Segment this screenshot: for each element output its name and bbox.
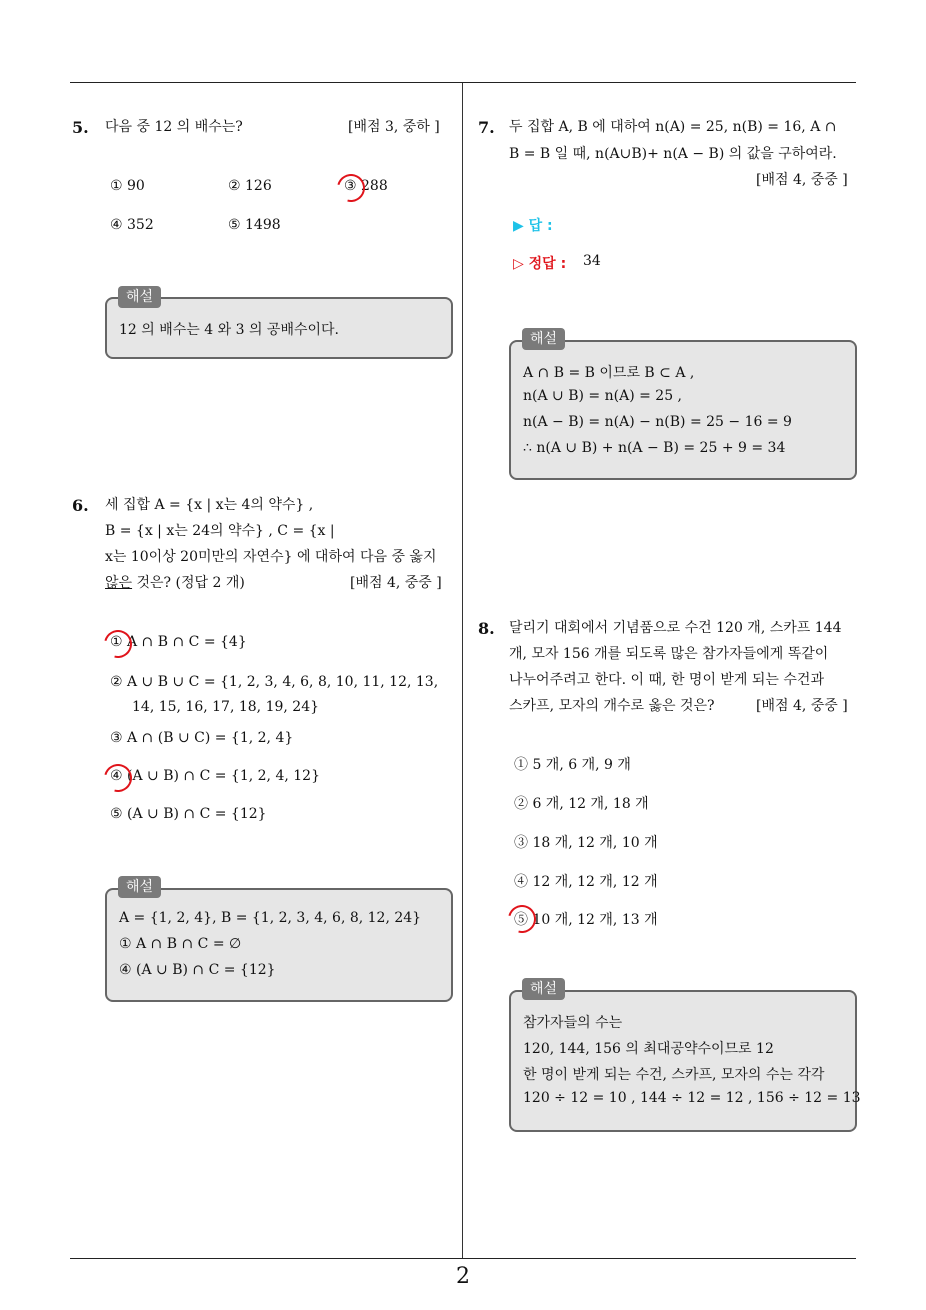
- question-number: 7.: [478, 118, 495, 137]
- score-label: [배점 3, 중하 ]: [348, 119, 440, 135]
- option-5[interactable]: ⑤ 1498: [228, 217, 281, 233]
- explanation-line: ∴ n(A ∪ B) + n(A − B) = 25 + 9 = 34: [523, 440, 786, 456]
- explanation-tag: 해설: [118, 876, 161, 898]
- column-divider: [462, 83, 463, 1258]
- option-2[interactable]: ② 126: [228, 178, 272, 194]
- explanation-tag: 해설: [118, 286, 161, 308]
- question-text-line: 두 집합 A, B 에 대하여 n(A) = 25, n(B) = 16, A ∩: [509, 119, 837, 135]
- option-3[interactable]: ③ 18 개, 12 개, 10 개: [514, 835, 658, 851]
- explanation-line: ④ (A ∪ B) ∩ C = {12}: [119, 962, 276, 978]
- underlined-word: 않은: [105, 575, 133, 591]
- answer-mark-circle: [503, 900, 541, 938]
- option-3[interactable]: ③ 288: [344, 178, 388, 194]
- option-1[interactable]: ① A ∩ B ∩ C = {4}: [110, 634, 247, 650]
- option-1[interactable]: ① 90: [110, 178, 145, 194]
- explanation-line: 한 명이 받게 되는 수건, 스카프, 모자의 수는 각각: [523, 1067, 825, 1083]
- option-5[interactable]: ⑤ 10 개, 12 개, 13 개: [514, 912, 658, 928]
- correct-answer-label: ▷ 정답 :: [513, 256, 567, 272]
- question-text-line: 않은 것은? (정답 2 개): [105, 575, 245, 591]
- question-text-line: 달리기 대회에서 기념품으로 수건 120 개, 스카프 144: [509, 620, 842, 636]
- question-number: 5.: [72, 118, 89, 137]
- option-3[interactable]: ③ A ∩ (B ∪ C) = {1, 2, 4}: [110, 730, 294, 746]
- score-label: [배점 4, 중중 ]: [756, 172, 848, 188]
- answer-mark-circle: [99, 759, 137, 797]
- correct-answer-value: 34: [583, 253, 601, 269]
- question-text-line: B = {x | x는 24의 약수} , C = {x |: [105, 523, 335, 539]
- option-5[interactable]: ⑤ (A ∪ B) ∩ C = {12}: [110, 806, 267, 822]
- explanation-line: ① A ∩ B ∩ C = ∅: [119, 936, 242, 952]
- question-text-line: x는 10이상 20미만의 자연수} 에 대하여 다음 중 옳지: [105, 549, 437, 565]
- question-text-line: 스카프, 모자의 개수로 옳은 것은?: [509, 698, 715, 714]
- question-text-line: 개, 모자 156 개를 되도록 많은 참가자들에게 똑같이: [509, 646, 829, 662]
- explanation-line: 12 의 배수는 4 와 3 의 공배수이다.: [119, 322, 339, 338]
- explanation-line: A = {1, 2, 4}, B = {1, 2, 3, 4, 6, 8, 12, 24}: [119, 910, 422, 926]
- question-text-line: 나누어주려고 한다. 이 때, 한 명이 받게 되는 수건과: [509, 672, 824, 688]
- explanation-box: [509, 990, 861, 1132]
- explanation-line: n(A ∪ B) = n(A) = 25 ,: [523, 388, 682, 404]
- question-text: 다음 중 12 의 배수는?: [105, 119, 243, 135]
- explanation-line: 120 ÷ 12 = 10 , 144 ÷ 12 = 12 , 156 ÷ 12 = 13: [523, 1090, 861, 1106]
- score-label: [배점 4, 중중 ]: [756, 698, 848, 714]
- option-2[interactable]: ② 6 개, 12 개, 18 개: [514, 796, 649, 812]
- top-rule: [70, 82, 856, 83]
- bottom-rule: [70, 1258, 856, 1259]
- option-2[interactable]: ② A ∪ B ∪ C = {1, 2, 3, 4, 6, 8, 10, 11, 12, 13,: [110, 674, 439, 690]
- option-4[interactable]: ④ 12 개, 12 개, 12 개: [514, 874, 658, 890]
- explanation-box: [509, 340, 857, 480]
- option-1[interactable]: ① 5 개, 6 개, 9 개: [514, 757, 631, 773]
- explanation-line: n(A − B) = n(A) − n(B) = 25 − 16 = 9: [523, 414, 792, 430]
- explanation-line: A ∩ B = B 이므로 B ⊂ A ,: [523, 365, 695, 381]
- explanation-line: 120, 144, 156 의 최대공약수이므로 12: [523, 1041, 774, 1057]
- explanation-line: 참가자들의 수는: [523, 1015, 623, 1031]
- option-4[interactable]: ④ 352: [110, 217, 154, 233]
- question-number: 6.: [72, 496, 89, 515]
- question-number: 8.: [478, 619, 495, 638]
- explanation-box: [105, 888, 453, 1002]
- explanation-tag: 해설: [522, 978, 565, 1000]
- score-label: [배점 4, 중중 ]: [350, 575, 442, 591]
- page-number: 2: [456, 1264, 470, 1289]
- question-text-line: B = B 일 때, n(A∪B)+ n(A − B) 의 값을 구하여라.: [509, 146, 837, 162]
- answer-mark-circle: [332, 169, 370, 207]
- explanation-tag: 해설: [522, 328, 565, 350]
- option-4[interactable]: ④ (A ∪ B) ∩ C = {1, 2, 4, 12}: [110, 768, 320, 784]
- answer-mark-circle: [99, 625, 137, 663]
- option-2-continued: 14, 15, 16, 17, 18, 19, 24}: [132, 699, 320, 715]
- question-text-line: 세 집합 A = {x | x는 4의 약수} ,: [105, 497, 314, 513]
- answer-input-label[interactable]: ▶ 답 :: [513, 218, 553, 234]
